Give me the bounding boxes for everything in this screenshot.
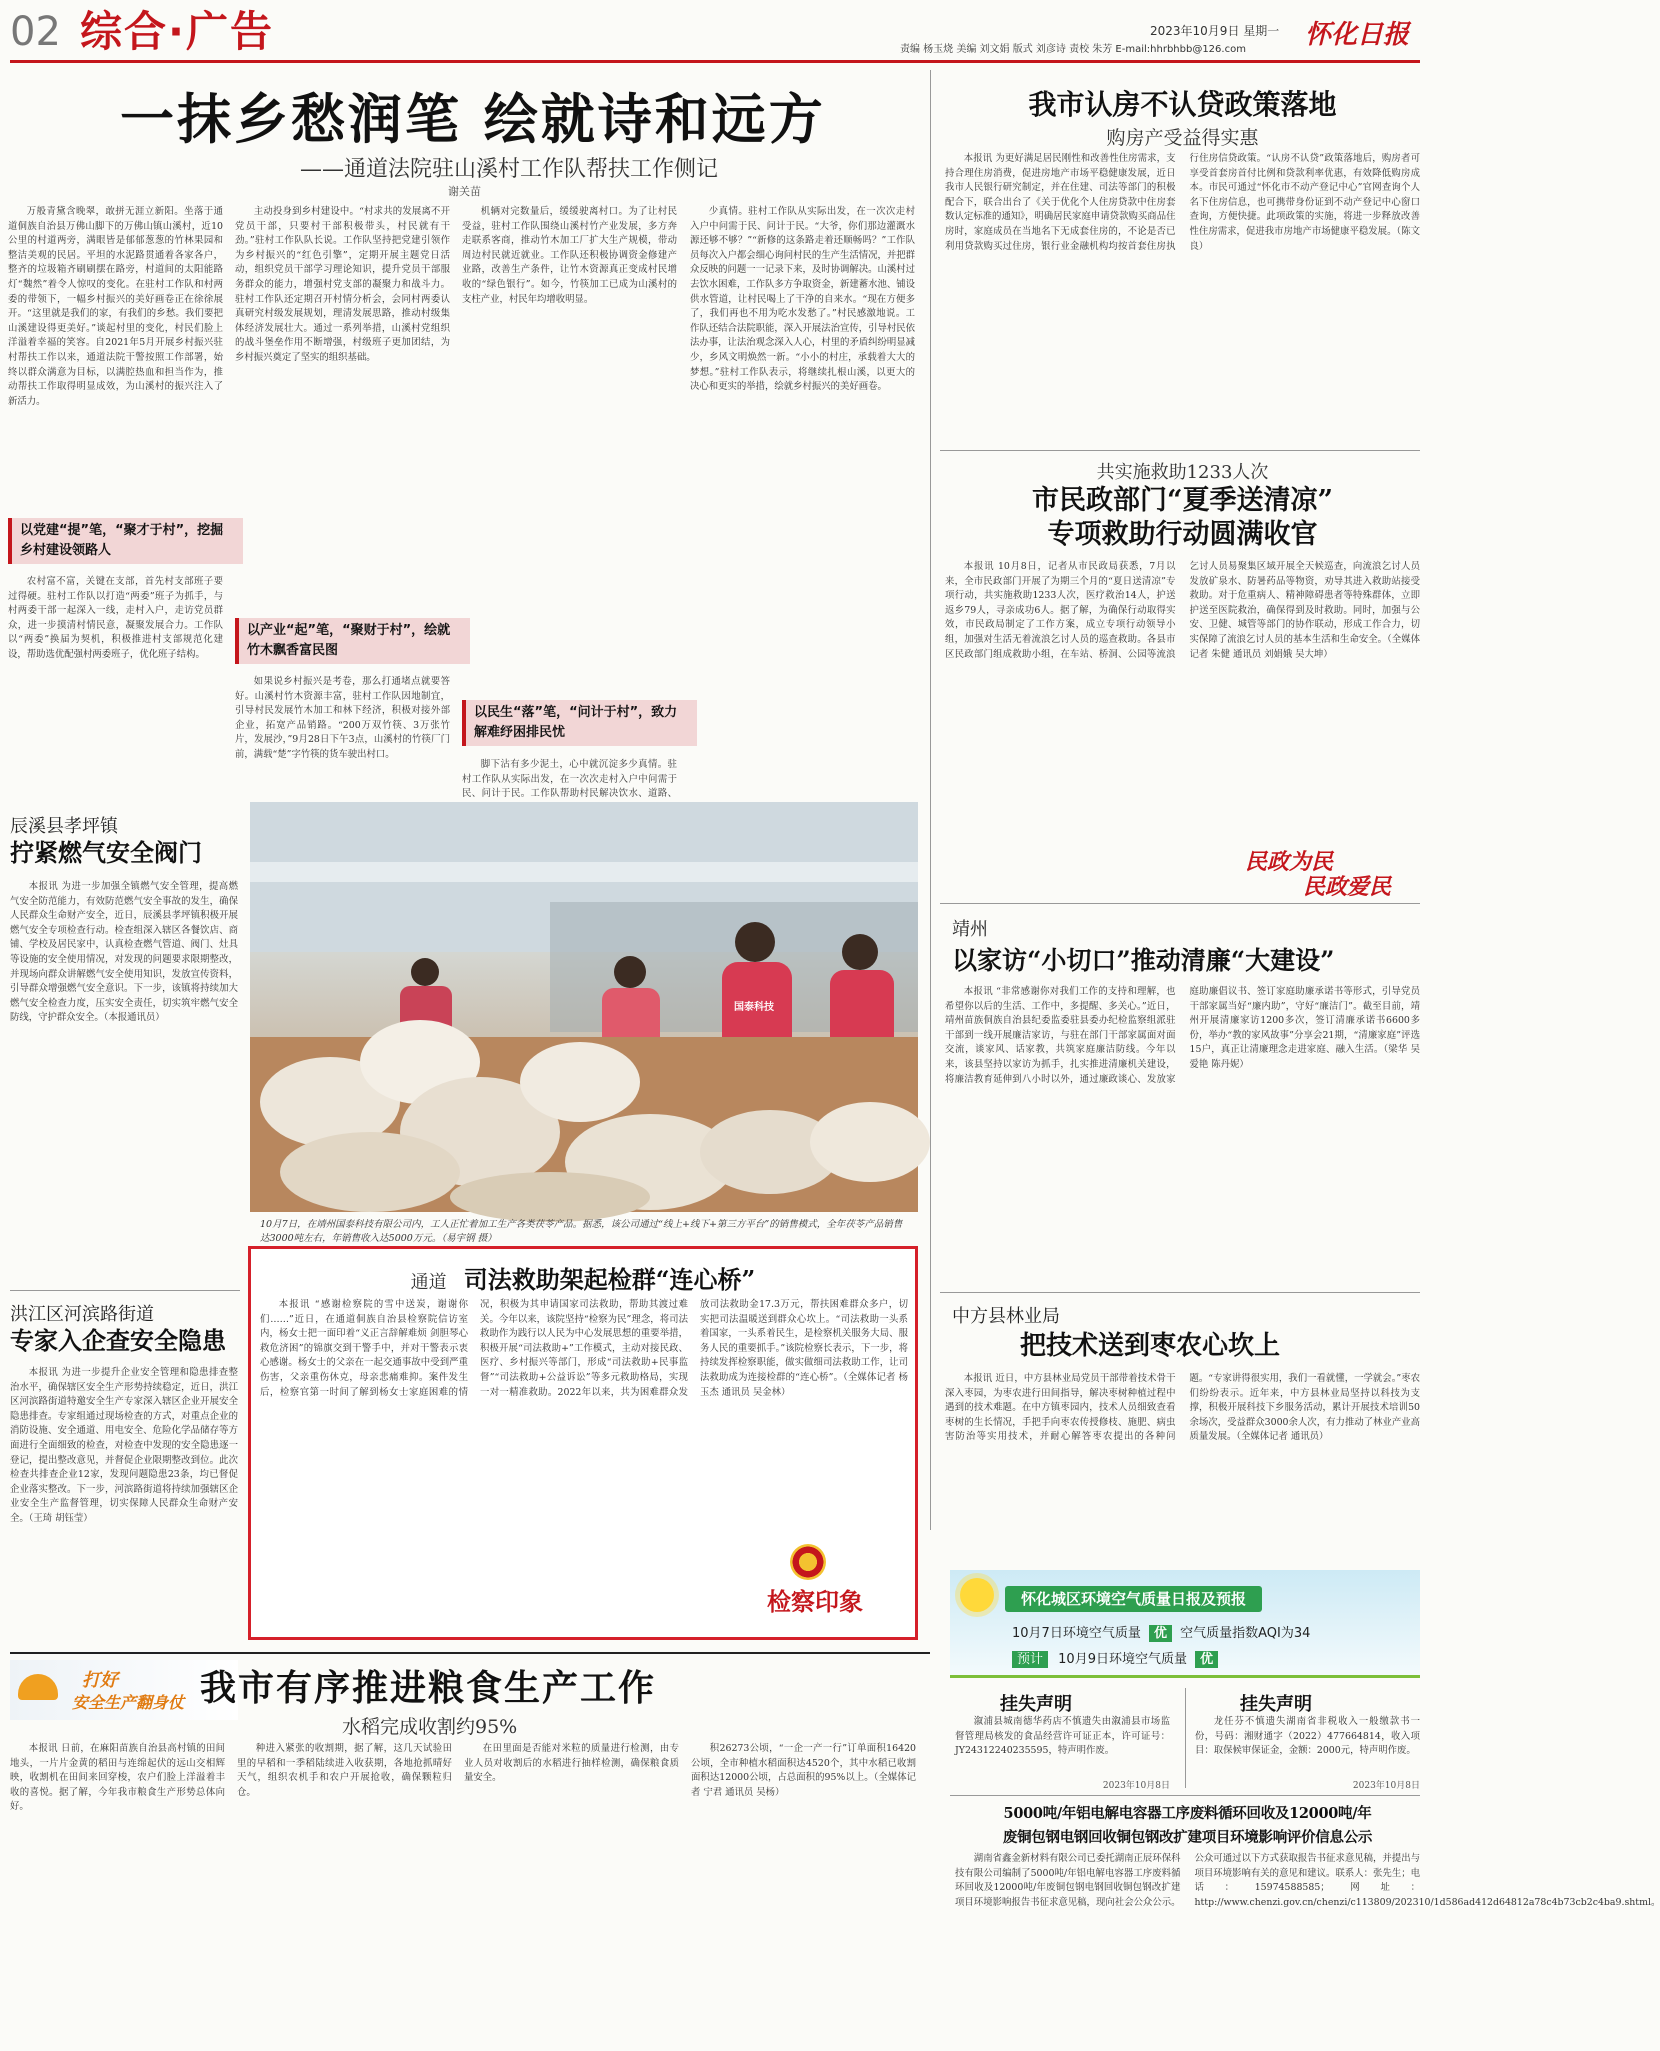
air-line-2-date: 10月9日环境空气质量 <box>1058 1652 1187 1667</box>
procuratorate-stamp-text: 检察印象 <box>767 1587 863 1616</box>
lead-column-4: 少真情。驻村工作队从实际出发，在一次次走村入户中问需于民、问计于民。“大爷，你们那边灌溉水源还够不够？”“新修的这条路走着还顺畅吗？”工作队员每次入户都会细心询问村民的生产生活情况，并把群众反映的问题一一记录下来，及时协调解决。山溪村过去饮水困难，工作队多方争取资金，新建蓄水池、铺设供水管道，让村民喝上了干净的自来水。“现在方便多了，我们再也不用为吃水发愁了。”村民感激地说。工作队还结合法院职能，深入开展法治宣传，引导村民依法办事，让法治观念深入人心，村里的矛盾纠纷明显减少，乡风文明焕然一新。“小小的村庄，承载着大大的梦想。”驻村工作队表示，将继续扎根山溪，以更大的决心和更实的举措，绘就乡村振兴的美好画卷。 <box>690 206 916 393</box>
eia-title-1: 5000吨/年铝电解电容器工序废料循环回收及12000吨/年 <box>1003 1805 1372 1822</box>
lead-subhead-2: 以产业“起”笔，“聚财于村”，绘就竹木飘香富民图 <box>235 618 470 664</box>
lost-notice-date-left: 2023年10月8日 <box>1102 1781 1170 1791</box>
safety-banner-line-2: 安全生产翻身仗 <box>72 1693 185 1712</box>
grain-subtitle: 水稻完成收割约95% <box>342 1716 518 1738</box>
lost-notice-title-right: 挂失声明 <box>1240 1694 1312 1715</box>
lost-notice-text-left: 溆浦县城南德华药店不慎遗失由溆浦县市场监督管理局核发的食品经营许可证正本，许可证号：JY24312240235595，特声明作废。 <box>955 1716 1170 1757</box>
section-title: 综合·广告 <box>80 7 274 56</box>
gas-text: 本报讯 为进一步加强全镇燃气安全管理，提高燃气安全防范能力，有效防范燃气安全事故的发生，确保人民群众生命财产安全，近日，辰溪县孝坪镇积极开展燃气安全专项检查行动。检查组深入辖区各餐饮店、商铺、学校及居民家中，认真检查燃气管道、阀门、灶具等设施的安全使用情况，对发现的问题要求限期整改，并现场向群众讲解燃气安全使用知识，发放宣传资料，引导群众增强燃气安全意识。下一步，该镇将持续加大燃气安全检查力度，压实安全责任，切实筑牢燃气安全防线，守护群众安全。（本报通讯员） <box>10 881 238 1024</box>
lead-subtitle: ——通道法院驻山溪村工作队帮扶工作侧记 <box>300 157 719 182</box>
housing-title: 我市认房不认贷政策落地 <box>1028 88 1337 121</box>
procuratorate-kicker: 通道 <box>410 1272 447 1293</box>
worker-shirt-text: 国泰科技 <box>734 1002 774 1013</box>
lead-column-1b: 农村富不富，关键在支部，首先村支部班子要过得硬。驻村工作队以打造“两委”班子为抓手，与村两委干部一起深入一线，走村入户，走访党员群众，进一步摸清村情民意，凝聚发展合力。工作队以“两委”换届为契机，积极推进村支部规范化建设，帮助选优配强村两委班子，优化班子结构。 <box>8 576 223 660</box>
lead-column-3: 机辆对完数量后，缓缓驶离村口。为了让村民受益，驻村工作队围绕山溪村竹产业发展，多方奔走联系客商，推动竹木加工厂扩大生产规模，带动周边村民就近就业。工作队还积极协调资金修建产业路，改善生产条件，让竹木资源真正变成村民增收的“绿色银行”。如今，竹筷加工已成为山溪村的支柱产业，村民年均增收明显。 <box>462 206 677 305</box>
eia-title-2: 废铜包钢电钢回收铜包钢改扩建项目环境影响评价信息公示 <box>1002 1829 1373 1846</box>
hongjiang-title: 专家入企查安全隐患 <box>10 1326 226 1355</box>
grain-column-3: 在田里面是否能对米粒的质量进行检测，由专业人员对收割后的水稻进行抽样检测，确保粮食质量安全。 <box>464 1743 679 1784</box>
lead-column-2b: 如果说乡村振兴是考卷，那么打通堵点就要答好。山溪村竹木资源丰富，驻村工作队因地制宜，引导村民发展竹木加工和林下经济，积极对接外部企业，拓宽产品销路。“200万双竹筷、3万张竹片，发展沙，”9月28日下午3点，山溪村的竹筷厂门前，满载“楚”字竹筷的货车驶出村口。 <box>235 676 450 760</box>
photo-illustration <box>250 802 918 1212</box>
procuratorate-title: 司法救助架起检群“连心桥” <box>463 1265 756 1294</box>
lead-column-1: 万般青黛含晚翠，敢拼无涯立新阳。坐落于通道侗族自治县万佛山脚下的万佛山镇山溪村，近10公里的村道两旁，满眼皆是郁郁葱葱的竹林果园和整洁美观的民居。平坦的水泥路贯通着各家各户，整齐的垃圾箱齐刷刷摆在路旁，村道间的太阳能路灯“魏然”着令人惊叹的变化。在驻村工作队和村两委的带领下，一幅乡村振兴的美好画卷正在徐徐展开。“这里就是我们的家，有我们的乡愁。我们要把山溪建设得更美好。”谈起村里的变化，村民们脸上洋溢着幸福的笑容。自2021年5月开展乡村振兴驻村帮扶工作以来，通道法院干警按照工作部署，始终以群众满意为目标，以满腔热血和担当作为，推动帮扶工作取得明显成效，为山溪村的振兴注入了新活力。 <box>8 206 223 407</box>
civil-title-2: 专项救助行动圆满收官 <box>1047 519 1318 550</box>
housing-subtitle: 购房产受益得实惠 <box>1106 127 1259 149</box>
rule <box>940 1292 1420 1293</box>
lead-subhead-3: 以民生“落”笔，“问计于村”，致力解难纾困排民忧 <box>462 700 697 746</box>
lead-subhead-1: 以党建“提”笔，“聚才于村”，挖掘乡村建设领路人 <box>8 518 243 564</box>
air-line-2-label: 预计 <box>1012 1651 1048 1668</box>
gas-title: 拧紧燃气安全阀门 <box>10 838 202 867</box>
editor-line: 责编 杨玉烧 美编 刘文娟 版式 刘彦诗 责校 朱芳 E-mail:hhrbhbb@126.com <box>900 44 1246 55</box>
air-line-1-date: 10月7日环境空气质量 <box>1012 1626 1141 1641</box>
forestry-kicker: 中方县林业局 <box>952 1306 1060 1327</box>
gas-kicker: 辰溪县孝坪镇 <box>10 816 118 837</box>
procuratorate-stamp <box>730 1540 900 1625</box>
lost-notice-title-left: 挂失声明 <box>1000 1694 1072 1715</box>
jingzhou-text: 本报讯 “非常感谢你对我们工作的支持和理解，也希望你以后的生活、工作中，多提醒、多关心。”近日，靖州苗族侗族自治县纪委监委驻县委办纪检监察组派驻干部到一线开展廉洁家访，与驻在部门干部家属面对面交流，谈家风、话家教，共筑家庭廉洁防线。今年以来，该县坚持以家访为抓手，扎实推进清廉机关建设，将廉洁教育延伸到八小时以外，通过廉政谈心、发放家庭助廉倡议书、签订家庭助廉承诺书等形式，引导党员干部家属当好“廉内助”，守好“廉洁门”。截至目前，靖州开展清廉家访1200多次，签订清廉承诺书6600多份，举办“教的家风故事”分享会21期，“清廉家庭”评选15户，真正让清廉理念走进家庭、融入生活。（梁华 吴爱艳 陈丹妮） <box>945 986 1420 1085</box>
lost-notice-date-right: 2023年10月8日 <box>1352 1781 1420 1791</box>
civil-badge-line-2: 民政爱民 <box>1303 874 1392 900</box>
air-line-2 <box>1012 1648 1222 1667</box>
air-quality-title: 怀化城区环境空气质量日报及预报 <box>1005 1586 1262 1612</box>
lead-column-3b: 脚下沾有多少泥土，心中就沉淀多少真情。驻村工作队从实际出发，在一次次走村入户中问需于民、问计于民。工作队帮助村民解决饮水、道路、 <box>462 759 677 800</box>
issue-date: 2023年10月9日 星期一 <box>1150 24 1280 38</box>
lead-byline: 谢关苗 <box>448 185 481 198</box>
air-line-1-aqi: 空气质量指数AQI为34 <box>1180 1626 1311 1641</box>
notice-divider <box>1185 1688 1186 1788</box>
column-divider <box>930 70 931 1530</box>
procuratorate-text: 本报讯 “感谢检察院的雪中送炭，谢谢你们……”近日，在通道侗族自治县检察院信访室内，杨女士把一面印着“义正言辞解难烦 剑胆琴心救危济困”的锦旗交到干警手中，并对干警表示衷心感谢。杨女士的父亲在一起交通事故中受到严重伤害，父亲重伤休克，母亲悲痛难抑。案件发生后，检察官第一时间了解到杨女士家庭困难的情况，积极为其申请国家司法救助，帮助其渡过难关。今年以来，该院坚持“检察为民”理念，将司法救助作为践行以人民为中心发展思想的重要举措，积极开展“司法救助+”工作模式，主动对接民政、医疗、乡村振兴等部门，形成“司法救助+民事监督”“司法救助+公益诉讼”等多元救助格局，实现一对一精准救助。2022年以来，共为困难群众发放司法救助金17.3万元，帮扶困难群众多户，切实把司法温暖送到群众心坎上。“司法救助一头系着国家，一头系着民生，是检察机关服务大局、服务人民的重要抓手。”该院检察长表示，下一步，将持续发挥检察职能，做实做细司法救助工作，让司法救助成为连接检群的“连心桥”。（全媒体记者 杨玉杰 通讯员 吴金林） <box>260 1299 908 1398</box>
rule <box>940 903 1420 904</box>
air-line-1-level: 优 <box>1149 1625 1172 1642</box>
civil-kicker: 共实施救助1233人次 <box>1096 462 1269 483</box>
jingzhou-title: 以家访“小切口”推动清廉“大建设” <box>952 946 1335 975</box>
air-line-2-level: 优 <box>1195 1651 1218 1668</box>
page-number: 02 <box>10 9 61 55</box>
procuratorate-title-row <box>250 1260 916 1295</box>
grain-title: 我市有序推进粮食生产工作 <box>200 1667 657 1709</box>
procuratorate-emblem-icon <box>790 1544 826 1580</box>
housing-text: 本报讯 为更好满足居民刚性和改善性住房需求，支持合理住房消费，促进房地产市场平稳健康发展，近日我市人民银行研究制定，并在住建、司法等部门的积极配合下，联合出台了《关于优化个人住房贷款中住房套数认定标准的通知》，明确居民家庭申请贷款购买商品住房时，家庭成员在当地名下无成套住房的，不论是否已利用贷款购买过住房，银行业金融机构均按首套住房执行住房信贷政策。“认房不认贷”政策落地后，购房者可享受首套房首付比例和贷款利率优惠，有效降低购房成本。市民可通过“怀化市不动产登记中心”官网查询个人名下住房信息，也可携带身份证到不动产登记中心窗口查询，方便快捷。此项政策的实施，将进一步释放改善性住房需求，促进我市房地产市场健康平稳发展。（陈文良） <box>945 153 1420 252</box>
jingzhou-kicker: 靖州 <box>952 919 988 940</box>
civil-badge-line-1: 民政为民 <box>1245 849 1334 875</box>
air-quality-banner <box>950 1570 1420 1678</box>
masthead-rule <box>10 60 1420 63</box>
rule <box>10 1652 930 1654</box>
civil-text: 本报讯 10月8日，记者从市民政局获悉，7月以来，全市民政部门开展了为期三个月的“夏日送清凉”专项行动，共实施救助1233人次，医疗救治14人，护送返乡79人，寻亲成功6人。据了解，为确保行动取得实效，市民政局制定了工作方案，成立专项行动领导小组，加强对生活无着流浪乞讨人员的巡查救助。各县市区民政部门组成救助小组，在车站、桥洞、公园等流浪乞讨人员易聚集区域开展全天候巡查，向流浪乞讨人员发放矿泉水、防暑药品等物资，劝导其进入救助站接受救助。对于危重病人、精神障碍患者等特殊群体，立即护送至医院救治，确保得到及时救助。同时，加强与公安、卫健、城管等部门的协作联动，形成工作合力，切实保障了流浪乞讨人员的基本生活和生命安全。（全媒体记者 朱健 通讯员 刘娟娥 吴大坤） <box>945 561 1420 660</box>
lead-column-2: 主动投身到乡村建设中。“村求共的发展离不开党员干部，只要村干部积极带头，村民就有干劲。”驻村工作队队长说。工作队坚持把党建引领作为乡村振兴的“红色引擎”，定期开展主题党日活动，组织党员干部学习理论知识，提升党员干部服务群众的能力，增强村党支部的凝聚力和战斗力。驻村工作队还定期召开村情分析会，会同村两委认真研究村级发展规划，理清发展思路，推动村级集体经济发展壮大。通过一系列举措，山溪村党组织的战斗堡垒作用不断增强，村级班子更加团结，为乡村振兴奠定了坚实的组织基础。 <box>235 206 450 363</box>
rule <box>10 1290 240 1291</box>
grain-column-1: 本报讯 日前，在麻阳苗族自治县高村镇的田间地头，一片片金黄的稻田与连绵起伏的远山交相辉映，收割机在田间来回穿梭，农户们脸上洋溢着丰收的喜悦。据了解，今年我市粮食生产形势总体向好。 <box>10 1743 225 1813</box>
grain-column-2: 种进入紧张的收割期，据了解，这几天试验田里的早稻和一季稻陆续进入收获期，各地抢抓晴好天气，组织农机手和农户开展抢收，确保颗粒归仓。 <box>237 1743 452 1798</box>
news-photo <box>250 802 918 1212</box>
rule <box>950 1795 1420 1796</box>
air-line-1 <box>1012 1622 1310 1641</box>
lead-title: 一抹乡愁润笔 绘就诗和远方 <box>120 87 826 151</box>
lost-notice-text-right: 龙任芬不慎遗失湖南省非税收入一般缴款书一份，号码：湘财通字（2022）477664814，收入项目：取保候审保证金，金额：2000元，特声明作废。 <box>1195 1716 1420 1757</box>
newspaper-logo: 怀化日报 <box>1305 20 1410 50</box>
photo-caption: 10月7日，在靖州国泰科技有限公司内，工人正忙着加工生产各类茯苓产品。据悉，该公司通过“线上+线下+第三方平台”的销售模式，全年茯苓产品销售达3000吨左右，年销售收入达5000万元。（易宇钢 摄） <box>260 1219 903 1244</box>
hongjiang-kicker: 洪江区河滨路街道 <box>10 1304 154 1325</box>
hongjiang-text: 本报讯 为进一步提升企业安全管理和隐患排查整治水平，确保辖区安全生产形势持续稳定，近日，洪江区河滨路街道特邀安全生产专家深入辖区企业开展安全隐患排查。专家组通过现场检查的方式，对重点企业的消防设施、安全通道、用电安全、危险化学品储存等方面进行全面细致的检查，对检查中发现的安全隐患逐一登记，提出整改意见，并督促企业限期整改到位。此次检查共排查企业12家，发现问题隐患23条，均已督促企业落实整改。下一步，河滨路街道将持续加强辖区企业安全生产监督管理，切实保障人民群众生命财产安全。（王琦 胡钰莹） <box>10 1367 238 1524</box>
civil-badge <box>1245 845 1420 900</box>
civil-title-1: 市民政部门“夏季送清凉” <box>1031 485 1334 516</box>
sun-icon <box>960 1578 994 1612</box>
forestry-text: 本报讯 近日，中方县林业局党员干部带着技术骨干深入枣园，为枣农进行田间指导，解决枣树种植过程中遇到的技术难题。在中方镇枣园内，技术人员细致查看枣树的生长情况，手把手向枣农传授修枝、施肥、病虫害防治等实用技术，并耐心解答枣农提出的各种问题。“专家讲得很实用，我们一看就懂，一学就会。”枣农们纷纷表示。近年来，中方县林业局坚持以科技为支撑，积极开展科技下乡服务活动，累计开展技术培训50余场次，受益群众3000余人次，有力推动了林业产业高质量发展。（全媒体记者 通讯员） <box>945 1373 1420 1443</box>
forestry-title: 把技术送到枣农心坎上 <box>1020 1331 1281 1361</box>
grain-column-4: 积26273公顷，“一企一产一行”订单面积16420公顷，全市种植水稻面积达4520个，其中水稻已收割面积达12000公顷，占总面积的95%以上。（全媒体记者 宁君 通讯员 吴杨） <box>691 1743 916 1798</box>
helmet-icon <box>18 1674 58 1700</box>
eia-text: 湖南省鑫金新材料有限公司已委托湖南正辰环保科技有限公司编制了5000吨/年铝电解电容器工序废料循环回收及12000吨/年废铜包钢电钢回收铜包钢改扩建项目环境影响报告书征求意见稿，现向社会公众公示。公众可通过以下方式获取报告书征求意见稿，并提出与项目环境影响有关的意见和建议。联系人：张先生；电话：15974588585；网址：http://www.chenzi.gov.cn/chenzi/c113809/202310/1d586ad412d64812a78c4b73cb2c4ba9.shtml。 <box>955 1853 1660 1908</box>
safety-banner-line-1: 打好 <box>82 1670 118 1691</box>
rule <box>940 450 1420 451</box>
